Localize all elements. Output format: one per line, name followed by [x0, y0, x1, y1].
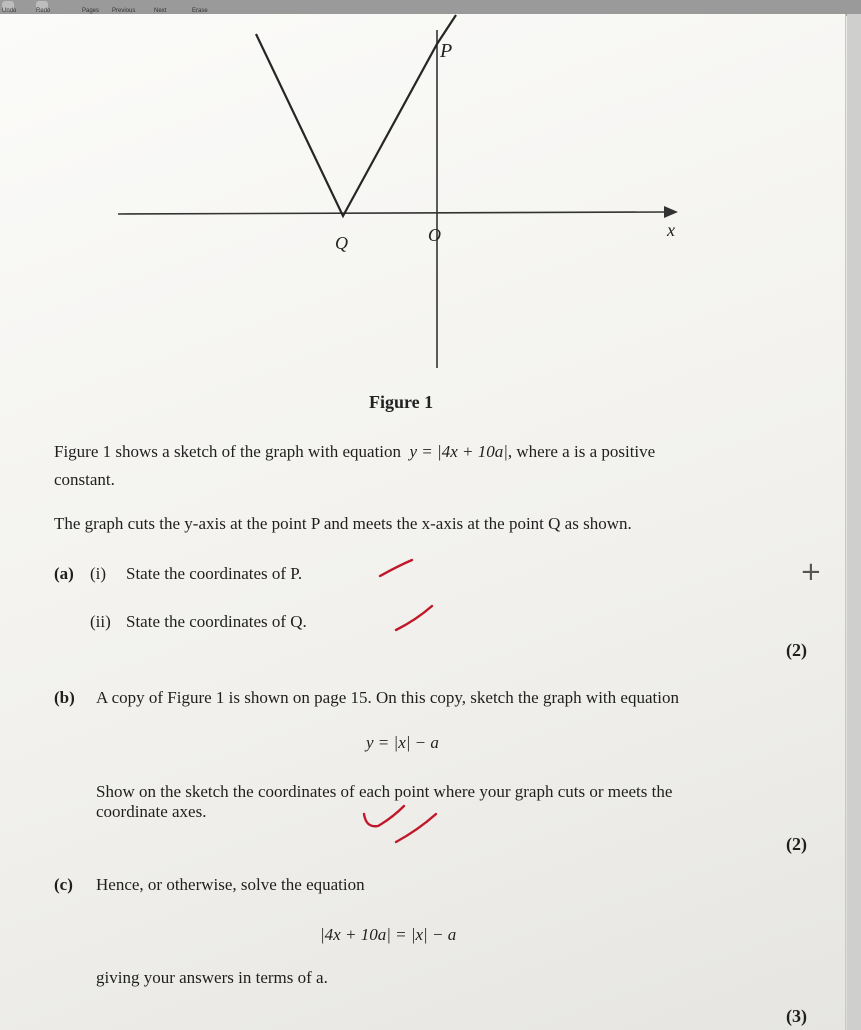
part-c-label: (c) — [54, 875, 73, 894]
part-a-label: (a) — [54, 564, 74, 583]
cursor-crosshair: + — [800, 557, 822, 587]
toolbar-redo[interactable]: Redo — [36, 8, 51, 14]
intro-equation: y = |4x + 10a| — [409, 442, 508, 461]
part-a-ii-text: State the coordinates of Q. — [126, 612, 307, 631]
part-b-equation: y = |x| − a — [366, 733, 439, 752]
figure-1-graph — [0, 0, 861, 420]
part-b-label: (b) — [54, 688, 75, 707]
part-a-ii-label: (ii) — [90, 612, 111, 631]
toolbar-erase[interactable]: Erase — [192, 8, 208, 14]
v-graph-line — [256, 15, 456, 216]
toolbar-next[interactable]: Next — [154, 8, 167, 14]
intro-line-1-end: , where a is a positive — [507, 442, 656, 461]
part-b-line-1: A copy of Figure 1 is shown on page 15. On this copy, sketch the graph with equation — [96, 688, 679, 707]
toolbar-undo[interactable]: Undo — [2, 8, 17, 14]
part-b-line-3: coordinate axes. — [96, 802, 207, 821]
intro-line-1 — [54, 442, 655, 462]
label-x: x — [667, 220, 675, 240]
intro-line-3: The graph cuts the y-axis at the point P and meets the x-axis at the point Q as shown. — [54, 514, 632, 533]
intro-line-2: constant. — [54, 470, 115, 489]
part-a-marks: (2) — [786, 640, 807, 660]
part-c-line-2: giving your answers in terms of a. — [96, 968, 328, 987]
part-a-i-text: State the coordinates of P. — [126, 564, 303, 583]
toolbar-previous[interactable]: Previous — [112, 8, 136, 14]
part-c-marks: (3) — [786, 1006, 807, 1026]
label-p: P — [440, 40, 453, 62]
part-b-marks: (2) — [786, 834, 807, 854]
x-axis-arrow — [664, 206, 678, 218]
figure-caption: Figure 1 — [369, 392, 434, 412]
part-c-line-1: Hence, or otherwise, solve the equation — [96, 875, 365, 894]
toolbar-pages[interactable]: Pages — [82, 8, 100, 14]
label-o: O — [428, 225, 441, 245]
part-c-equation: |4x + 10a| = |x| − a — [320, 925, 457, 944]
label-q: Q — [335, 233, 348, 253]
part-b-line-2: Show on the sketch the coordinates of each point where your graph cuts or meets the — [96, 782, 673, 801]
x-axis — [118, 212, 666, 214]
intro-line-1-start: Figure 1 shows a sketch of the graph with equation — [54, 442, 402, 461]
part-a-i-label: (i) — [90, 564, 107, 583]
